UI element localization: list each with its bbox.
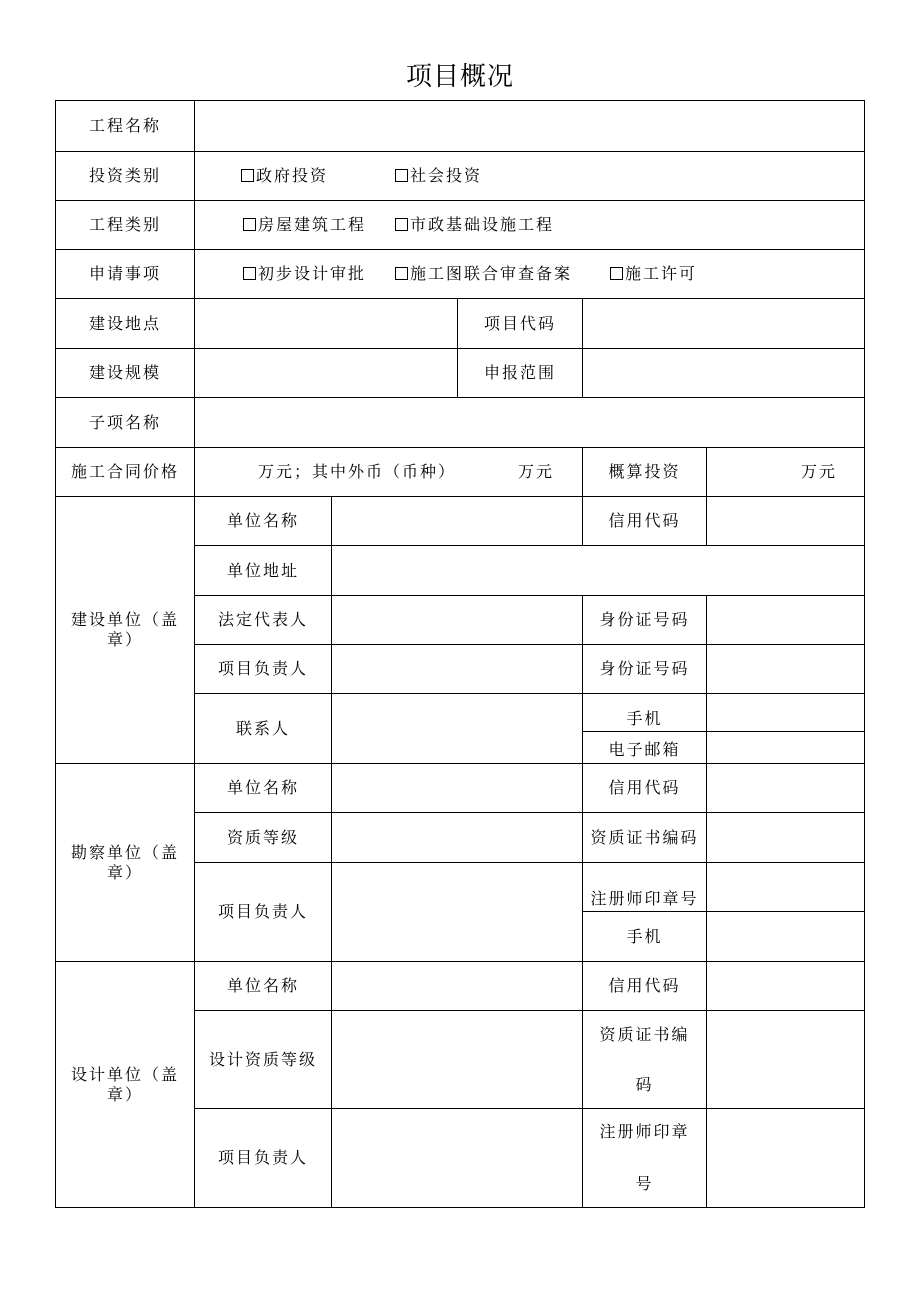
- design-unit-name-field[interactable]: [332, 962, 582, 1010]
- table-border-bottom: [55, 1207, 865, 1208]
- label-project-code: 项目代码: [483, 313, 556, 333]
- builder-unit-address-field[interactable]: [332, 546, 864, 595]
- survey-label-cert-no: 资质证书编码: [590, 827, 699, 847]
- design-label-project-leader: 项目负责人: [217, 1148, 308, 1167]
- application-item-options: [243, 250, 853, 298]
- builder-label-id-number-2: 身份证号码: [599, 659, 690, 678]
- page-title: 项目概况: [405, 62, 514, 92]
- survey-label-credit-code: 信用代码: [608, 778, 681, 797]
- survey-qualification-field[interactable]: [332, 813, 582, 862]
- survey-credit-code-field[interactable]: [707, 764, 864, 812]
- option-building-works[interactable]: 房屋建筑工程: [243, 215, 395, 235]
- construction-site-field[interactable]: [195, 299, 457, 348]
- builder-label-credit-code: 信用代码: [608, 511, 681, 530]
- design-label-credit-code: 信用代码: [608, 976, 681, 995]
- label-project-category: 工程类别: [88, 215, 161, 234]
- design-label-cert-no: 资质证书编 码: [599, 1024, 690, 1094]
- checkbox-icon[interactable]: [610, 267, 623, 280]
- survey-section-title: 勘察单位（盖 章）: [70, 842, 179, 882]
- label-application-item: 申请事项: [88, 264, 161, 283]
- builder-project-leader-field[interactable]: [332, 645, 582, 693]
- design-credit-code-field[interactable]: [707, 962, 864, 1010]
- builder-phone-field[interactable]: [707, 694, 864, 731]
- contract-price-text: 万元；其中外币（币种）: [258, 462, 457, 481]
- builder-label-phone: 手机: [626, 708, 663, 728]
- label-contract-price: 施工合同价格: [70, 462, 179, 481]
- survey-label-phone: 手机: [626, 926, 663, 946]
- design-label-unit-name: 单位名称: [226, 976, 299, 995]
- design-label-qualification: 设计资质等级: [208, 1049, 317, 1069]
- survey-phone-field[interactable]: [707, 912, 864, 961]
- survey-label-project-leader: 项目负责人: [217, 902, 308, 921]
- investment-type-options: [241, 152, 841, 200]
- label-project-name: 工程名称: [88, 116, 161, 135]
- builder-email-field[interactable]: [707, 732, 864, 763]
- option-drawing-joint-review[interactable]: 施工图联合审查备案: [395, 264, 610, 284]
- option-preliminary-design-approval[interactable]: 初步设计审批: [243, 264, 395, 284]
- builder-legal-rep-field[interactable]: [332, 596, 582, 644]
- design-label-seal-no: 注册师印章 号: [599, 1122, 690, 1193]
- design-project-leader-field[interactable]: [332, 1109, 582, 1207]
- project-category-options: [243, 201, 843, 249]
- builder-label-unit-name: 单位名称: [226, 511, 299, 530]
- label-construction-site: 建设地点: [88, 313, 161, 333]
- builder-label-id-number: 身份证号码: [599, 610, 690, 629]
- survey-unit-name-field[interactable]: [332, 764, 582, 812]
- label-investment-type: 投资类别: [88, 166, 161, 185]
- builder-label-unit-address: 单位地址: [226, 560, 299, 580]
- builder-section-title: 建设单位（盖 章）: [70, 610, 179, 649]
- builder-unit-name-field[interactable]: [332, 497, 582, 545]
- checkbox-icon[interactable]: [243, 267, 256, 280]
- checkbox-icon[interactable]: [243, 218, 256, 231]
- survey-label-seal-no: 注册师印章号: [590, 889, 699, 908]
- design-seal-no-field[interactable]: [707, 1109, 864, 1207]
- builder-label-contact: 联系人: [235, 718, 290, 738]
- design-qualification-field[interactable]: [332, 1011, 582, 1108]
- builder-id-number-2-field[interactable]: [707, 645, 864, 693]
- builder-label-email: 电子邮箱: [608, 740, 681, 759]
- declaration-scope-field[interactable]: [583, 349, 864, 397]
- builder-contact-field[interactable]: [332, 694, 582, 763]
- estimated-investment-unit: 万元: [800, 462, 837, 481]
- checkbox-icon[interactable]: [395, 267, 408, 280]
- subitem-name-field[interactable]: [195, 398, 864, 447]
- checkbox-icon[interactable]: [395, 218, 408, 231]
- label-estimated-investment: 概算投资: [608, 462, 681, 481]
- option-construction-permit[interactable]: 施工许可: [610, 264, 697, 284]
- project-name-field[interactable]: [195, 101, 864, 151]
- table-border-right: [864, 100, 865, 1208]
- label-declaration-scope: 申报范围: [483, 363, 556, 382]
- contract-price-unit: 万元: [518, 462, 555, 481]
- option-social-investment[interactable]: 社会投资: [395, 166, 482, 186]
- construction-scale-field[interactable]: [195, 349, 457, 397]
- survey-project-leader-field[interactable]: [332, 863, 582, 961]
- survey-label-qualification: 资质等级: [226, 827, 299, 847]
- survey-seal-no-field[interactable]: [707, 863, 864, 911]
- design-cert-no-field[interactable]: [707, 1011, 864, 1108]
- survey-label-unit-name: 单位名称: [226, 778, 299, 797]
- project-code-field[interactable]: [583, 299, 864, 348]
- builder-label-legal-rep: 法定代表人: [217, 610, 308, 629]
- label-subitem-name: 子项名称: [88, 412, 161, 432]
- builder-label-project-leader: 项目负责人: [217, 659, 308, 678]
- builder-credit-code-field[interactable]: [707, 497, 864, 545]
- checkbox-icon[interactable]: [395, 169, 408, 182]
- option-government-investment[interactable]: 政府投资: [241, 166, 395, 186]
- label-construction-scale: 建设规模: [88, 363, 161, 382]
- design-section-title: 设计单位（盖 章）: [70, 1064, 179, 1104]
- option-municipal-infrastructure[interactable]: 市政基础设施工程: [395, 215, 554, 235]
- checkbox-icon[interactable]: [241, 169, 254, 182]
- builder-id-number-field[interactable]: [707, 596, 864, 644]
- survey-cert-no-field[interactable]: [707, 813, 864, 862]
